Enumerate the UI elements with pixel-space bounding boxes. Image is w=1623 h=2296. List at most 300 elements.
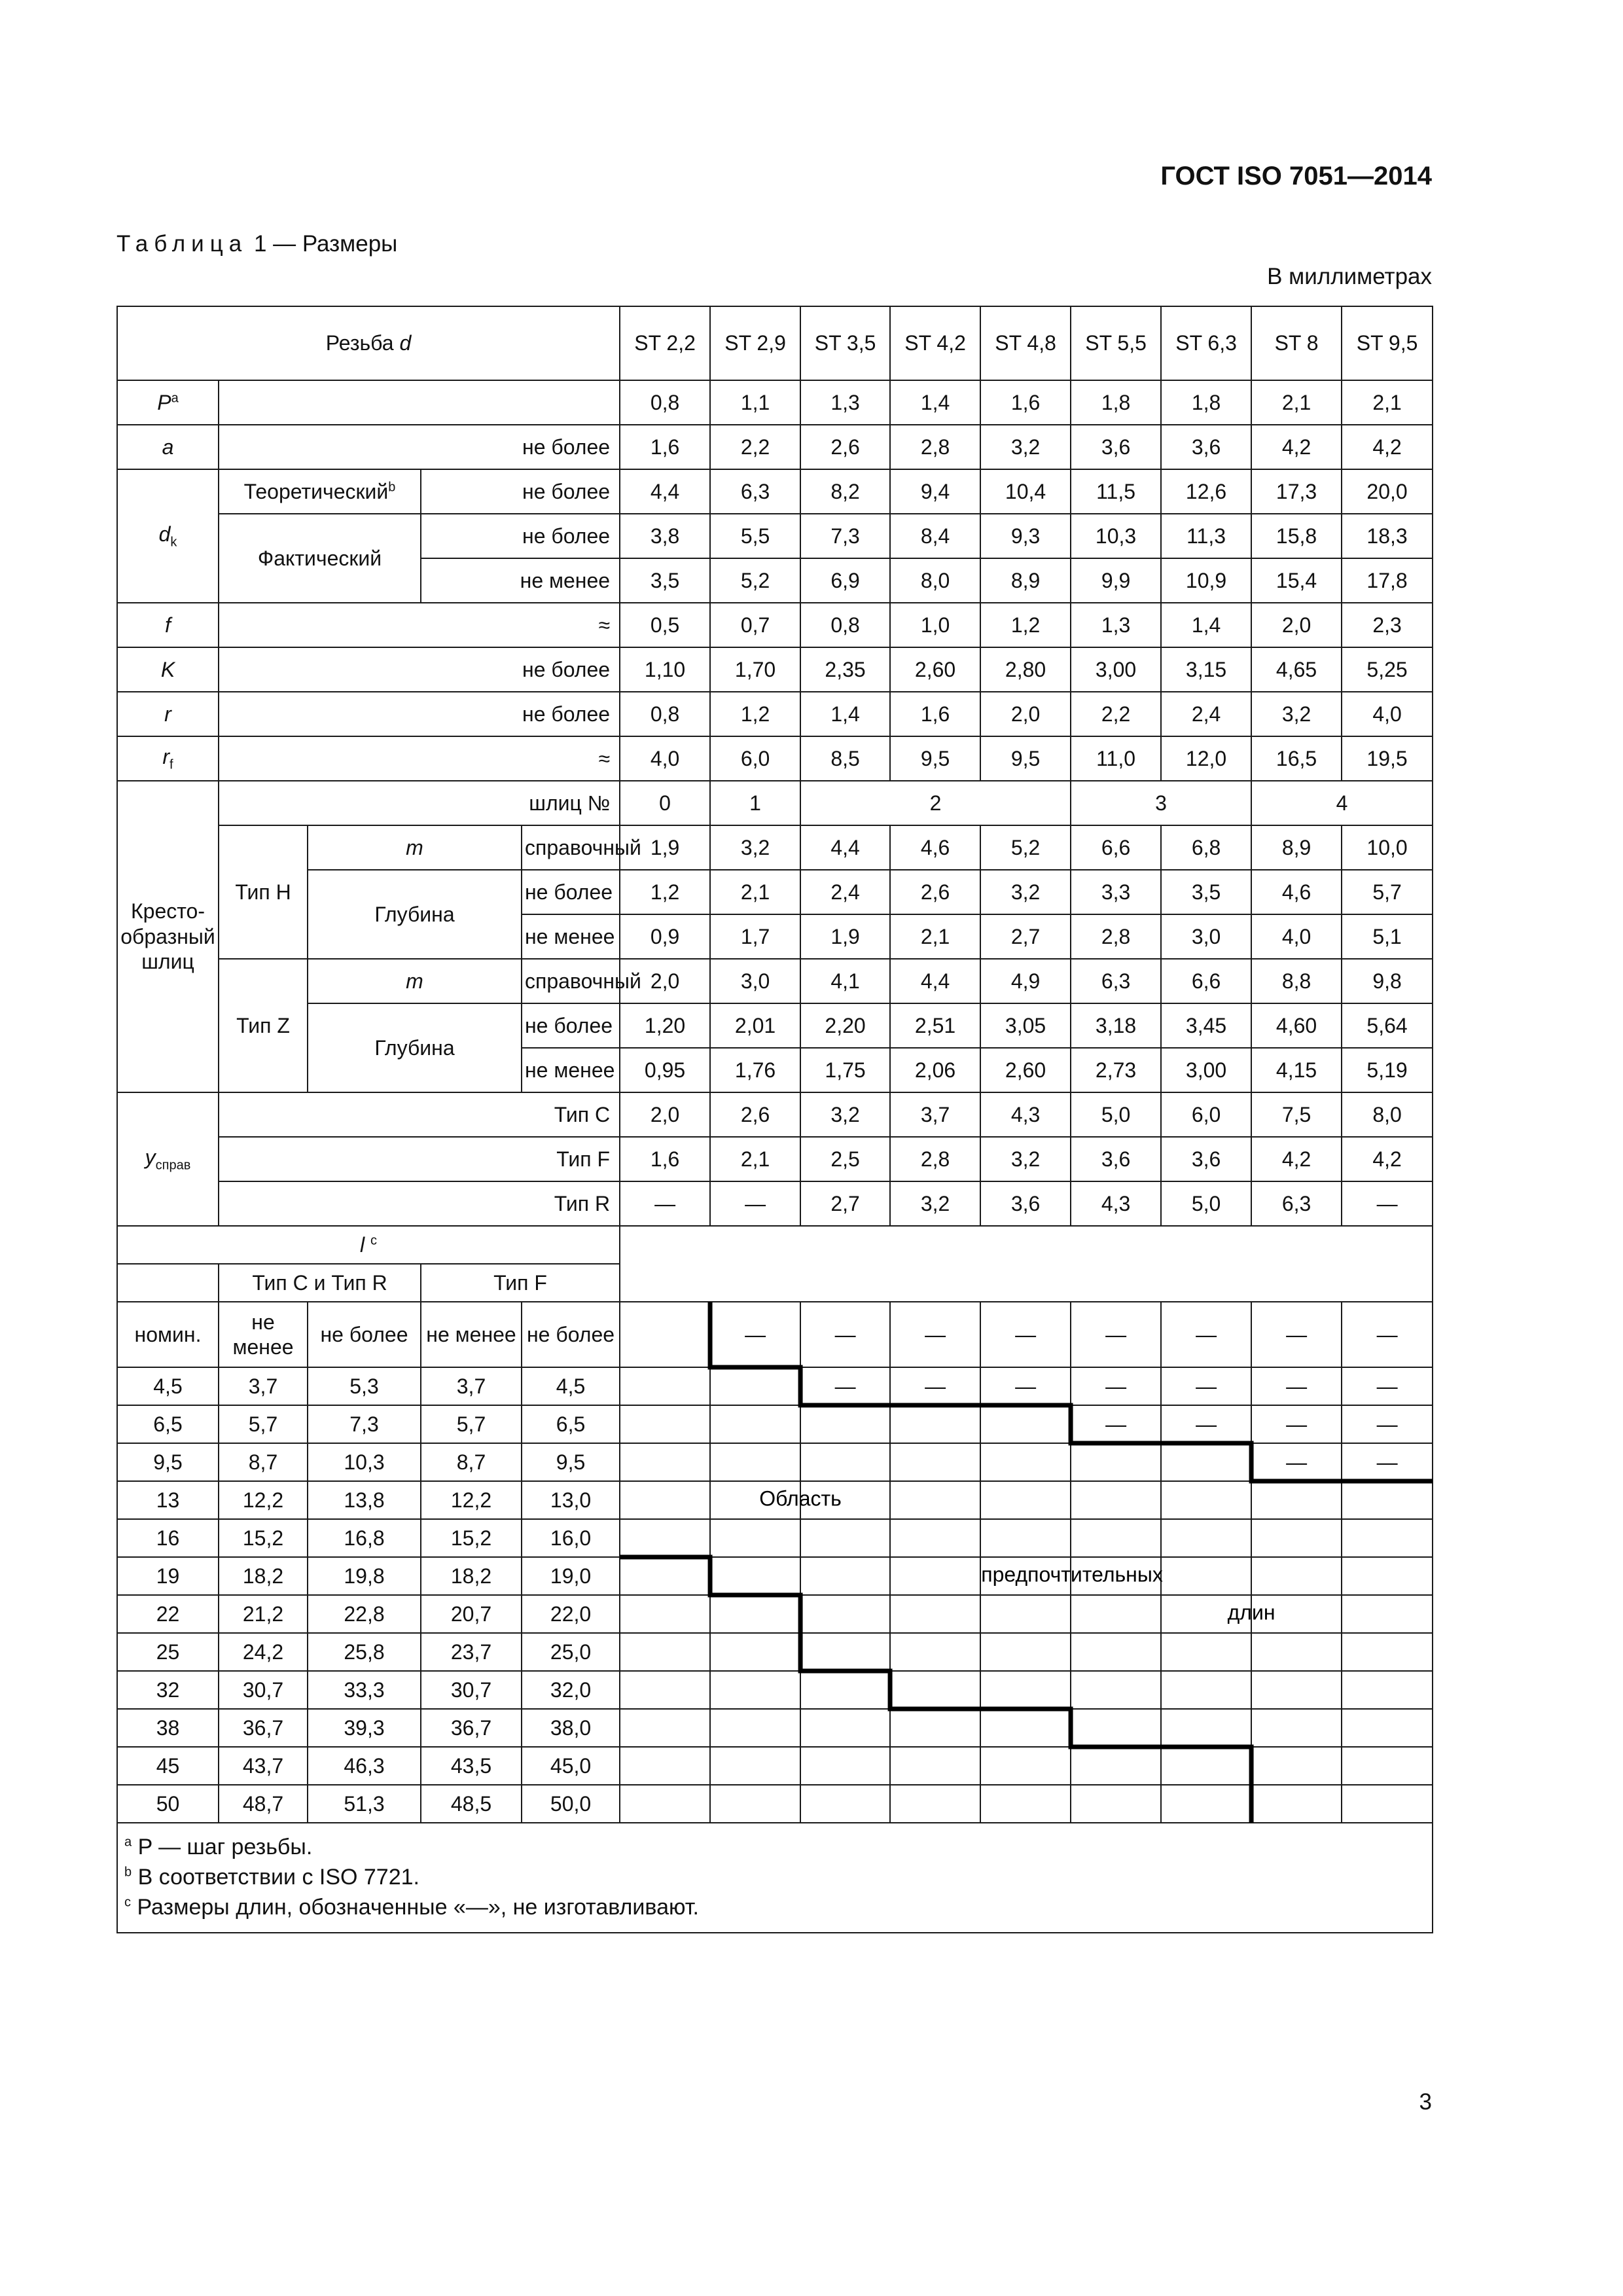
limit-label: не более [219, 647, 620, 692]
z_depth_max-value: 1,20 [620, 1003, 710, 1048]
length-grid-cell: — [1161, 1367, 1251, 1405]
subscript: k [170, 535, 177, 550]
length-grid-cell [1342, 1709, 1433, 1747]
dk_max-value: 10,3 [1071, 514, 1161, 558]
length-grid-cell [710, 1367, 800, 1405]
h_m-value: 4,4 [800, 825, 890, 870]
length-f-max: 32,0 [522, 1671, 620, 1709]
z_depth_max-value: 3,45 [1161, 1003, 1251, 1048]
length-f-max: 19,0 [522, 1557, 620, 1595]
length-cr-min: 5,7 [219, 1405, 308, 1443]
size-header: ST 5,5 [1071, 306, 1161, 380]
table-row [117, 469, 1433, 514]
length-f-min: 5,7 [421, 1405, 522, 1443]
length-grid-cell [800, 1405, 890, 1443]
length-grid-cell [710, 1747, 800, 1785]
type-label: Тип C [219, 1092, 620, 1137]
length-cr-max: 5,3 [308, 1367, 421, 1405]
z_depth_min-value: 1,75 [800, 1048, 890, 1092]
table-row [117, 692, 1433, 736]
param-rf [117, 736, 219, 781]
length-grid-cell: — [1342, 1367, 1433, 1405]
length-grid-cell [1071, 1481, 1161, 1519]
footnote [124, 1893, 1425, 1923]
thread-symbol: d [399, 331, 412, 355]
length-grid-cell [980, 1595, 1071, 1633]
z_depth_min-value: 2,73 [1071, 1048, 1161, 1092]
footnote-text: В соответствии с ISO 7721. [132, 1864, 419, 1890]
length-grid-cell [800, 1557, 890, 1595]
length-grid-cell: — [1161, 1405, 1251, 1443]
footnote [124, 1863, 1425, 1893]
not-made-mark [620, 1302, 710, 1367]
length-grid-cell [890, 1595, 980, 1633]
recess-no-value: 3 [1071, 781, 1251, 825]
nominal-length: 38 [117, 1709, 219, 1747]
theoretical-text: Теоретический [243, 479, 389, 503]
nominal-length: 9,5 [117, 1443, 219, 1481]
recess-no-value: 0 [620, 781, 710, 825]
table-row [117, 870, 1433, 914]
size-header: ST 8 [1251, 306, 1342, 380]
recess-no-value: 1 [710, 781, 800, 825]
limit-label: не менее [522, 1048, 620, 1092]
subscript: справ [155, 1158, 191, 1173]
z_depth_max-value: 4,60 [1251, 1003, 1342, 1048]
y_f-value: 2,5 [800, 1137, 890, 1181]
recess-no-value: 4 [1251, 781, 1433, 825]
length-grid-cell [1071, 1671, 1161, 1709]
z_depth_min-value: 5,19 [1342, 1048, 1433, 1092]
table-row [117, 736, 1433, 781]
P-value: 1,8 [1161, 380, 1251, 425]
h_depth_max-value: 3,5 [1161, 870, 1251, 914]
table-row [117, 380, 1433, 425]
footnote-marker: c [124, 1895, 131, 1910]
h_m-value: 1,9 [620, 825, 710, 870]
length-f-min: 36,7 [421, 1709, 522, 1747]
region-label-1: Область [759, 1486, 842, 1511]
footnote-text: Размеры длин, обозначенные «—», не изготавливают. [131, 1894, 699, 1920]
limit-label: не более [522, 1003, 620, 1048]
dk_theor-value: 4,4 [620, 469, 710, 514]
limit-label: не более [219, 692, 620, 736]
y_r-value: — [620, 1181, 710, 1226]
z_m-value: 6,3 [1071, 959, 1161, 1003]
recess-no-label: шлиц № [219, 781, 620, 825]
length-f-max: 25,0 [522, 1633, 620, 1671]
z_m-value: 8,8 [1251, 959, 1342, 1003]
length-grid-cell [890, 1671, 980, 1709]
limit-label: не более [219, 425, 620, 469]
f-value: 1,0 [890, 603, 980, 647]
length-grid-cell [710, 1785, 800, 1823]
length-grid-cell [710, 1671, 800, 1709]
a-value: 3,2 [980, 425, 1071, 469]
length-grid-cell [620, 1709, 710, 1747]
dk_min-value: 15,4 [1251, 558, 1342, 603]
dk_min-value: 5,2 [710, 558, 800, 603]
dk_max-value: 15,8 [1251, 514, 1342, 558]
y_c-value: 3,7 [890, 1092, 980, 1137]
limit-label: не более [421, 514, 620, 558]
h_depth_min-value: 3,0 [1161, 914, 1251, 959]
z_m-value: 4,9 [980, 959, 1071, 1003]
a-value: 2,8 [890, 425, 980, 469]
not-made-mark: — [1071, 1302, 1161, 1367]
length-f-min: 18,2 [421, 1557, 522, 1595]
P-value: 2,1 [1251, 380, 1342, 425]
h_depth_min-value: 5,1 [1342, 914, 1433, 959]
length-grid-cell [710, 1557, 800, 1595]
length-cr-max: 19,8 [308, 1557, 421, 1595]
length-grid-cell [1251, 1481, 1342, 1519]
length-grid-cell [1251, 1633, 1342, 1671]
table-row [117, 1595, 1433, 1633]
length-grid-cell [1161, 1443, 1251, 1481]
table-row [117, 1302, 1433, 1367]
y_f-value: 1,6 [620, 1137, 710, 1181]
limit-header: не менее [219, 1302, 308, 1367]
length-grid-cell [710, 1519, 800, 1557]
length-grid-cell [800, 1747, 890, 1785]
region-label-3: длин [1227, 1600, 1275, 1624]
length-f-max: 16,0 [522, 1519, 620, 1557]
h_m-value: 4,6 [890, 825, 980, 870]
K-value: 2,60 [890, 647, 980, 692]
limit-label: ≈ [219, 736, 620, 781]
length-grid-cell [800, 1785, 890, 1823]
z_depth_min-value: 0,95 [620, 1048, 710, 1092]
r-value: 1,2 [710, 692, 800, 736]
h_depth_min-value: 4,0 [1251, 914, 1342, 959]
length-grid-cell [620, 1747, 710, 1785]
length-cr-max: 22,8 [308, 1595, 421, 1633]
K-value: 2,80 [980, 647, 1071, 692]
ref-label: справочный [522, 825, 620, 870]
nominal-length: 50 [117, 1785, 219, 1823]
depth-label: Глубина [308, 870, 522, 959]
length-cr-min: 36,7 [219, 1709, 308, 1747]
length-grid-cell: — [1342, 1443, 1433, 1481]
z_depth_max-value: 2,51 [890, 1003, 980, 1048]
length-f-min: 20,7 [421, 1595, 522, 1633]
length-grid-cell [620, 1481, 710, 1519]
a-value: 1,6 [620, 425, 710, 469]
y_r-value: 3,2 [890, 1181, 980, 1226]
table-row [117, 647, 1433, 692]
footnote-marker: a [124, 1835, 132, 1850]
table-row [117, 1367, 1433, 1405]
length-grid-cell [800, 1671, 890, 1709]
y_f-value: 4,2 [1342, 1137, 1433, 1181]
m-label [308, 825, 522, 870]
y_c-value: 8,0 [1342, 1092, 1433, 1137]
limit-label: не более [421, 469, 620, 514]
nominal-length: 13 [117, 1481, 219, 1519]
h_depth_max-value: 4,6 [1251, 870, 1342, 914]
spacer-cell [219, 380, 620, 425]
table-row [117, 425, 1433, 469]
y_f-value: 3,6 [1161, 1137, 1251, 1181]
length-grid-cell [1342, 1595, 1433, 1633]
table-row [117, 514, 1433, 558]
length-grid-cell [1071, 1633, 1161, 1671]
length-grid-cell [710, 1443, 800, 1481]
length-grid-cell [710, 1709, 800, 1747]
length-grid-cell [800, 1709, 890, 1747]
length-f-max: 50,0 [522, 1785, 620, 1823]
size-header: ST 2,9 [710, 306, 800, 380]
param-r-symbol: r [164, 702, 171, 726]
f-value: 1,3 [1071, 603, 1161, 647]
length-f-min: 43,5 [421, 1747, 522, 1785]
length-cr-max: 39,3 [308, 1709, 421, 1747]
param-y [117, 1092, 219, 1226]
y_f-value: 4,2 [1251, 1137, 1342, 1181]
h_m-value: 5,2 [980, 825, 1071, 870]
h_depth_min-value: 1,7 [710, 914, 800, 959]
y_c-value: 4,3 [980, 1092, 1071, 1137]
length-cr-min: 15,2 [219, 1519, 308, 1557]
length-grid-cell: — [1251, 1443, 1342, 1481]
z_m-value: 9,8 [1342, 959, 1433, 1003]
y_r-value: 2,7 [800, 1181, 890, 1226]
length-grid-cell [710, 1481, 800, 1519]
thread-label: Резьба [325, 331, 400, 355]
dk_max-value: 7,3 [800, 514, 890, 558]
param-r [117, 692, 219, 736]
length-grid-cell [710, 1633, 800, 1671]
nominal-length: 32 [117, 1671, 219, 1709]
length-grid-cell [980, 1557, 1071, 1595]
dk_theor-value: 8,2 [800, 469, 890, 514]
length-grid-cell [620, 1671, 710, 1709]
h_m-value: 8,9 [1251, 825, 1342, 870]
table-row [117, 1633, 1433, 1671]
dk_max-value: 9,3 [980, 514, 1071, 558]
z_m-value: 2,0 [620, 959, 710, 1003]
m-label [308, 959, 522, 1003]
footnote-text: P — шаг резьбы. [132, 1835, 313, 1859]
dk_min-value: 6,9 [800, 558, 890, 603]
param-rf-symbol: r [162, 744, 170, 768]
y_c-value: 2,6 [710, 1092, 800, 1137]
length-cr-max: 46,3 [308, 1747, 421, 1785]
length-grid-cell: — [1071, 1405, 1161, 1443]
P-value: 1,4 [890, 380, 980, 425]
length-f-min: 23,7 [421, 1633, 522, 1671]
limit-header: не более [522, 1302, 620, 1367]
z_m-value: 4,1 [800, 959, 890, 1003]
length-grid-cell [620, 1443, 710, 1481]
length-grid-cell [1161, 1557, 1251, 1595]
z_depth_max-value: 3,05 [980, 1003, 1071, 1048]
h_depth_min-value: 2,1 [890, 914, 980, 959]
length-grid-cell [1342, 1557, 1433, 1595]
a-value: 3,6 [1071, 425, 1161, 469]
P-value: 1,3 [800, 380, 890, 425]
K-value: 2,35 [800, 647, 890, 692]
r-value: 3,2 [1251, 692, 1342, 736]
length-grid-cell [980, 1709, 1071, 1747]
h_depth_min-value: 2,7 [980, 914, 1071, 959]
f-value: 0,8 [800, 603, 890, 647]
length-cr-min: 43,7 [219, 1747, 308, 1785]
spacer-cell [117, 1264, 219, 1302]
param-y-symbol: y [145, 1145, 156, 1169]
dk_theor-value: 20,0 [1342, 469, 1433, 514]
length-grid-cell [1251, 1519, 1342, 1557]
length-grid-cell [620, 1785, 710, 1823]
table-row [117, 1481, 1433, 1519]
length-cr-min: 21,2 [219, 1595, 308, 1633]
limit-label: не менее [421, 558, 620, 603]
z_depth_min-value: 3,00 [1161, 1048, 1251, 1092]
table-row [117, 1823, 1433, 1933]
param-f-symbol: f [165, 613, 171, 637]
length-grid-cell [980, 1519, 1071, 1557]
h_depth_max-value: 3,3 [1071, 870, 1161, 914]
rf-value: 8,5 [800, 736, 890, 781]
nominal-header: номин. [117, 1302, 219, 1367]
nominal-length: 19 [117, 1557, 219, 1595]
r-value: 0,8 [620, 692, 710, 736]
y_f-value: 3,6 [1071, 1137, 1161, 1181]
z_depth_min-value: 2,60 [980, 1048, 1071, 1092]
length-grid-cell [1071, 1747, 1161, 1785]
footnote-ref: c [370, 1232, 378, 1247]
table-row [117, 306, 1433, 380]
z_depth_max-value: 2,01 [710, 1003, 800, 1048]
length-cr-max: 10,3 [308, 1443, 421, 1481]
f-value: 0,5 [620, 603, 710, 647]
length-f-min: 30,7 [421, 1671, 522, 1709]
y_r-value: 3,6 [980, 1181, 1071, 1226]
length-grid-cell [890, 1405, 980, 1443]
size-header: ST 4,8 [980, 306, 1071, 380]
rf-value: 19,5 [1342, 736, 1433, 781]
K-value: 5,25 [1342, 647, 1433, 692]
ref-label: справочный [522, 959, 620, 1003]
length-grid-cell: — [1071, 1367, 1161, 1405]
h_depth_max-value: 2,4 [800, 870, 890, 914]
h_depth_min-value: 2,8 [1071, 914, 1161, 959]
length-grid-cell [620, 1367, 710, 1405]
table-row [117, 1709, 1433, 1747]
z_m-value: 3,0 [710, 959, 800, 1003]
table-row [117, 603, 1433, 647]
length-grid-cell [800, 1519, 890, 1557]
f-value: 1,2 [980, 603, 1071, 647]
length-grid-cell [1071, 1595, 1161, 1633]
type-cr-header: Тип C и Тип R [219, 1264, 421, 1302]
table-row [117, 1443, 1433, 1481]
dk_theor-value: 17,3 [1251, 469, 1342, 514]
caption-rest: 1 — Размеры [247, 231, 398, 257]
param-dk-symbol: d [158, 522, 171, 546]
type-f-header: Тип F [421, 1264, 620, 1302]
length-grid-cell [1071, 1709, 1161, 1747]
limit-label: не менее [522, 914, 620, 959]
nominal-length: 25 [117, 1633, 219, 1671]
r-value: 4,0 [1342, 692, 1433, 736]
length-f-max: 4,5 [522, 1367, 620, 1405]
f-value: 0,7 [710, 603, 800, 647]
length-grid-cell [1161, 1519, 1251, 1557]
length-grid-cell [1342, 1671, 1433, 1709]
length-cr-max: 13,8 [308, 1481, 421, 1519]
param-f [117, 603, 219, 647]
length-cr-max: 51,3 [308, 1785, 421, 1823]
a-value: 4,2 [1251, 425, 1342, 469]
P-value: 1,8 [1071, 380, 1161, 425]
length-f-max: 6,5 [522, 1405, 620, 1443]
a-value: 2,6 [800, 425, 890, 469]
dk_min-value: 3,5 [620, 558, 710, 603]
nominal-length: 22 [117, 1595, 219, 1633]
m-symbol: m [406, 835, 423, 859]
dk_min-value: 17,8 [1342, 558, 1433, 603]
length-grid-cell [1161, 1709, 1251, 1747]
length-f-max: 22,0 [522, 1595, 620, 1633]
not-made-mark: — [980, 1302, 1071, 1367]
z_depth_max-value: 2,20 [800, 1003, 890, 1048]
h_depth_max-value: 2,6 [890, 870, 980, 914]
h_depth_min-value: 1,9 [800, 914, 890, 959]
r-value: 2,2 [1071, 692, 1161, 736]
length-grid-cell [710, 1595, 800, 1633]
subscript: f [169, 757, 173, 772]
dk_theor-value: 12,6 [1161, 469, 1251, 514]
length-grid-cell: — [890, 1367, 980, 1405]
y_r-value: 5,0 [1161, 1181, 1251, 1226]
y_f-value: 2,1 [710, 1137, 800, 1181]
dk_theor-value: 6,3 [710, 469, 800, 514]
length-grid-cell [1071, 1557, 1161, 1595]
table-row [117, 1226, 1433, 1264]
nominal-length: 45 [117, 1747, 219, 1785]
y_r-value: 6,3 [1251, 1181, 1342, 1226]
length-grid-cell [1342, 1785, 1433, 1823]
table-row [117, 1092, 1433, 1137]
h_m-value: 10,0 [1342, 825, 1433, 870]
rf-value: 16,5 [1251, 736, 1342, 781]
length-f-max: 45,0 [522, 1747, 620, 1785]
table-row [117, 1785, 1433, 1823]
r-value: 2,0 [980, 692, 1071, 736]
a-value: 4,2 [1342, 425, 1433, 469]
length-grid-cell [980, 1785, 1071, 1823]
table-row [117, 1519, 1433, 1557]
h_depth_max-value: 3,2 [980, 870, 1071, 914]
dk_min-value: 9,9 [1071, 558, 1161, 603]
length-f-max: 38,0 [522, 1709, 620, 1747]
length-cr-max: 33,3 [308, 1671, 421, 1709]
length-grid-cell [890, 1709, 980, 1747]
table-row [117, 1557, 1433, 1595]
length-grid-cell [1251, 1785, 1342, 1823]
length-f-min: 15,2 [421, 1519, 522, 1557]
dimensions-table [116, 306, 1433, 1933]
y_r-value: 4,3 [1071, 1181, 1161, 1226]
y_c-value: 5,0 [1071, 1092, 1161, 1137]
h_m-value: 3,2 [710, 825, 800, 870]
recess-type-label: Тип H [219, 825, 308, 959]
param-K-symbol: K [160, 657, 175, 681]
size-header: ST 6,3 [1161, 306, 1251, 380]
not-made-mark: — [1251, 1302, 1342, 1367]
